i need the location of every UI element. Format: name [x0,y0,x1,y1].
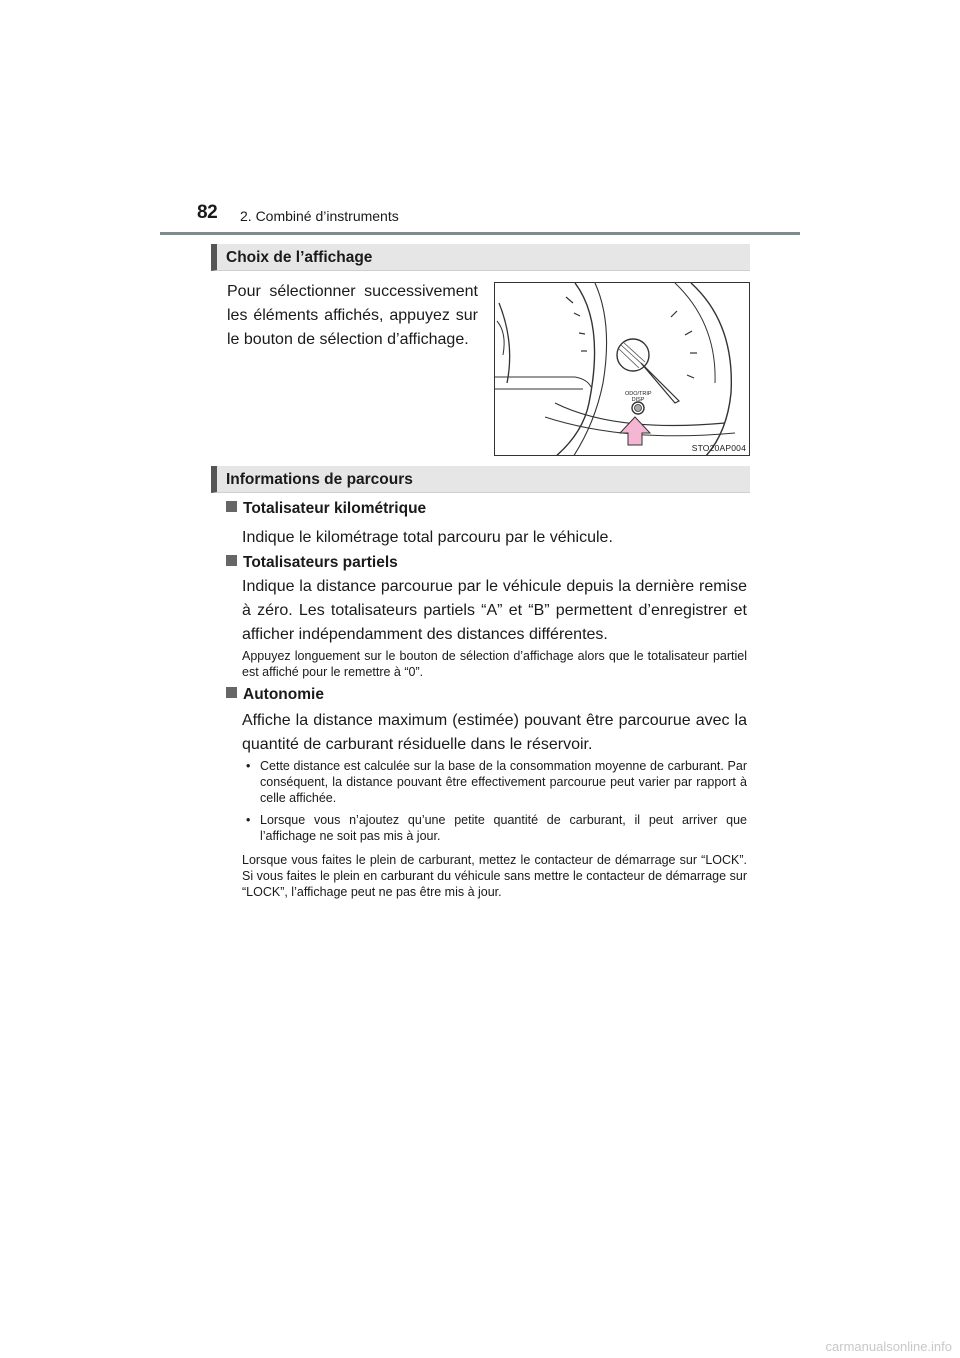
item-text-partiels: Indique la distance parcourue par le véhicule depuis la dernière remise à zéro. Les totalisateurs partiels “A” et “B” permettent d’enregistrer et afficher indépendamment des distances différentes. [242,578,747,643]
page-number: 82 [197,202,218,223]
bullet-item [246,812,747,844]
watermark: carmanualsonline.info [825,1339,952,1354]
intro-paragraph: Pour sélectionner successivement les éléments affichés, appuyez sur le bouton de sélection d’affichage. [227,283,478,348]
bullet-dot-icon: • [246,813,251,827]
figure-code: STO20AP004 [691,443,746,453]
button-label-line2: DISP [631,397,645,403]
button-label-line1: ODO/TRIP [625,391,652,397]
square-bullet-icon [226,501,237,512]
section-heading-text: Informations de parcours [226,471,413,488]
item-title: Totalisateur kilométrique [243,500,427,517]
item-text-autonomie: Affiche la distance maximum (estimée) pouvant être parcourue avec la quantité de carburant résiduelle dans le réservoir. [242,712,747,753]
section-heading-informations [211,466,750,493]
section-heading-choix [211,244,750,271]
section-heading-text: Choix de l’affichage [226,249,373,266]
bullet-dot-icon: • [246,759,251,773]
header-rule [160,232,800,235]
item-note-partiels: Appuyez longuement sur le bouton de sélection d’affichage alors que le totalisateur partiel est affiché pour le remettre à “0”. [242,649,747,679]
item-heading-autonomie [226,686,324,704]
cluster-drawing [495,283,750,456]
item-title: Totalisateurs partiels [243,554,398,571]
odo-trip-button-label [625,391,651,403]
bullet-item [246,758,747,806]
bullet-text: Cette distance est calculée sur la base de la consommation moyenne de carburant. Par conséquent, la distance pouvant être effectivement parcourue peut varier par rapport à celle affichée. [260,759,747,805]
closing-note: Lorsque vous faites le plein de carburant, mettez le contacteur de démarrage sur “LOCK”. Si vous faites le plein en carburant du véhicule sans mettre le contacteur de démarrage sur “LOCK”, l’affichage peut ne pas être mis à jour. [242,853,747,899]
item-text-totalisateur: Indique le kilométrage total parcouru par le véhicule. [242,529,613,546]
item-title: Autonomie [243,686,324,703]
bullet-text: Lorsque vous n’ajoutez qu’une petite quantité de carburant, il peut arriver que l’affichage ne soit pas mis à jour. [260,813,747,843]
item-heading-totalisateur [226,500,426,518]
square-bullet-icon [226,555,237,566]
item-heading-partiels [226,554,398,572]
square-bullet-icon [226,687,237,698]
chapter-title: 2. Combiné d’instruments [240,208,399,224]
instrument-cluster-illustration [494,282,750,456]
